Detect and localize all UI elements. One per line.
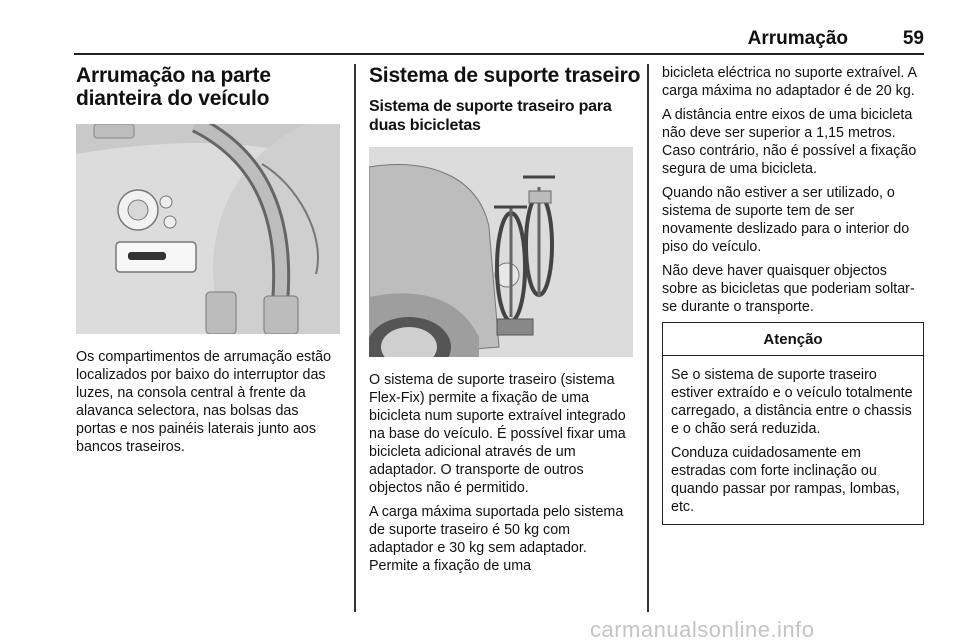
col3-paragraph-1: bicicleta eléctrica no suporte extraível. A carga máxima no adaptador é de 20 kg. <box>662 65 917 99</box>
column-divider-2 <box>647 64 649 612</box>
section-heading-front-storage: Arrumação na parte dianteira do veículo <box>76 64 271 110</box>
rear-carrier-paragraph-1: O sistema de suporte traseiro (sistema Flex-Fix) permite a fixação de uma bicicleta num suporte extraível integrado na base do veículo. É possível fixar uma bicicleta adicional através de um adaptador. O transporte de outros objectos não é permitido. <box>369 372 626 496</box>
rear-carrier-bicycles-illustration <box>369 147 633 357</box>
warning-paragraph-2: Conduza cuidadosamente em estradas com forte inclinação ou quando passar por rampas, lombas, etc. <box>671 445 900 515</box>
running-header-title: Arrumação <box>747 28 848 49</box>
page-number: 59 <box>902 28 924 49</box>
header-rule <box>74 53 924 55</box>
subheading-two-bicycles: Sistema de suporte traseiro para duas bicicletas <box>369 98 612 134</box>
col3-paragraph-3: Quando não estiver a ser utilizado, o sistema de suporte tem de ser novamente deslizado para o interior do piso do veículo. <box>662 185 910 255</box>
warning-body <box>663 356 923 524</box>
section-heading-rear-carrier: Sistema de suporte traseiro <box>369 64 641 87</box>
warning-title: Atenção <box>663 323 923 356</box>
rear-carrier-paragraph-2: A carga máxima suportada pelo sistema de suporte traseiro é 50 kg com adaptador e 30 kg sem adaptador. Permite a fixação de uma <box>369 504 624 574</box>
column-divider-1 <box>354 64 356 612</box>
column-3 <box>662 64 924 525</box>
watermark-text: carmanualsonline.info <box>590 617 815 642</box>
col3-paragraph-4: Não deve haver quaisquer objectos sobre as bicicletas que poderiam soltar-se durante o transporte. <box>662 263 915 315</box>
dashboard-storage-illustration <box>76 124 340 334</box>
warning-box <box>662 322 924 525</box>
col3-paragraph-2: A distância entre eixos de uma bicicleta não deve ser superior a 1,15 metros. Caso contrário, não é possível a fixação segura de uma bicicleta. <box>662 107 917 177</box>
column-1 <box>76 64 340 462</box>
warning-paragraph-1: Se o sistema de suporte traseiro estiver extraído e o veículo totalmente carregado, a distância entre o chassis e o chão será reduzida. <box>671 367 913 437</box>
column-2 <box>369 64 641 581</box>
front-storage-paragraph: Os compartimentos de arrumação estão localizados por baixo do interruptor das luzes, na consola central à frente da alavanca selectora, nas bolsas das portas e nos painéis laterais junto aos bancos traseiros. <box>76 349 332 455</box>
